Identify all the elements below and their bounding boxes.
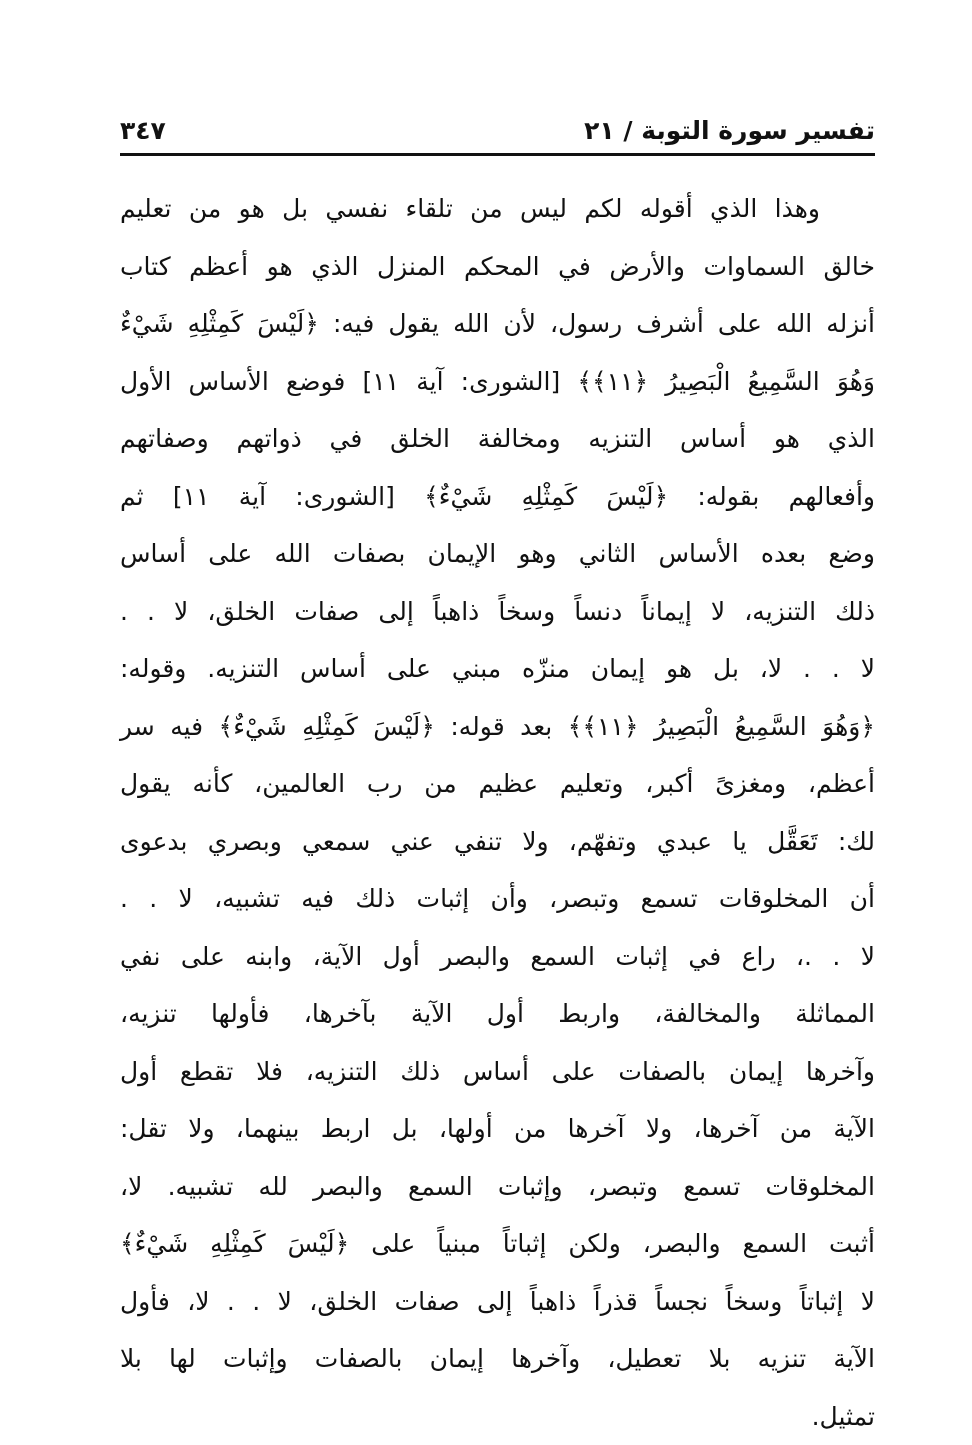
text-line: لا . . لا، بل هو إيمان منزّه مبني على أساس التنزيه. وقوله: bbox=[120, 640, 875, 698]
text-line: وضع بعده الأساس الثاني وهو الإيمان بصفات الله على أساس bbox=[120, 525, 875, 583]
text-line: الآية تنزيه بلا تعطيل، وآخرها إيمان بالصفات وإثبات لها بلا bbox=[120, 1330, 875, 1388]
text-line: الآية من آخرها، ولا آخرها من أولها، بل اربط بينهما، ولا تقل: bbox=[120, 1100, 875, 1158]
header-rule bbox=[120, 153, 875, 156]
text-line: لا . .، راع في إثبات السمع والبصر أول الآية، وابنه على نفي bbox=[120, 928, 875, 986]
text-line: ذلك التنزيه، لا إيماناً دنساً وسخاً ذاهباً إلى صفات الخلق، لا . . bbox=[120, 583, 875, 641]
text-line: وهذا الذي أقوله لكم ليس من تلقاء نفسي بل هو من تعليم bbox=[120, 180, 875, 238]
text-line: وَهُوَ السَّمِيعُ الْبَصِيرُ ﴿١١﴾﴾ [الشورى: آية ١١] فوضع الأساس الأول bbox=[120, 353, 875, 411]
text-line: لا إثباتاً وسخاً نجساً قذراً ذاهباً إلى صفات الخلق، لا . . لا، فأول bbox=[120, 1273, 875, 1331]
text-line: أثبت السمع والبصر، ولكن إثباتاً مبنياً على ﴿لَيْسَ كَمِثْلِهِ شَيْءٌ﴾ bbox=[120, 1215, 875, 1273]
body-text bbox=[120, 180, 875, 1445]
text-line: أعظم، ومغزىً أكبر، وتعليم عظيم من رب العالمين، كأنه يقول bbox=[120, 755, 875, 813]
text-line: وأفعالهم بقوله: ﴿لَيْسَ كَمِثْلِهِ شَيْءٌ﴾ [الشورى: آية ١١] ثم bbox=[120, 468, 875, 526]
text-line: خالق السماوات والأرض في المحكم المنزل الذي هو أعظم كتاب bbox=[120, 238, 875, 296]
page-header bbox=[120, 112, 875, 148]
text-line: تمثيل. bbox=[120, 1388, 875, 1445]
page-number: ٣٤٧ bbox=[120, 116, 166, 145]
text-line: أنزله الله على أشرف رسول، لأن الله يقول فيه: ﴿لَيْسَ كَمِثْلِهِ شَيْءٌ bbox=[120, 295, 875, 353]
text-line: المماثلة والمخالفة، واربط أول الآية بآخرها، فأولها تنزيه، bbox=[120, 985, 875, 1043]
running-title: تفسير سورة التوبة / ٢١ bbox=[584, 116, 875, 145]
text-line: لك: تَعَقَّل يا عبدي وتفهّم، ولا تنفي عني سمعي وبصري بدعوى bbox=[120, 813, 875, 871]
text-line: المخلوقات تسمع وتبصر، وإثبات السمع والبصر لله تشبيه. لا، bbox=[120, 1158, 875, 1216]
text-line: أن المخلوقات تسمع وتبصر، وأن إثبات ذلك فيه تشبيه، لا . . bbox=[120, 870, 875, 928]
text-line: وآخرها إيمان بالصفات على أساس ذلك التنزيه، فلا تقطع أول bbox=[120, 1043, 875, 1101]
text-line: ﴿وَهُوَ السَّمِيعُ الْبَصِيرُ ﴿١١﴾﴾ بعد قوله: ﴿لَيْسَ كَمِثْلِهِ شَيْءٌ﴾ فيه سر bbox=[120, 698, 875, 756]
text-line: الذي هو أساس التنزيه ومخالفة الخلق في ذواتهم وصفاتهم bbox=[120, 410, 875, 468]
